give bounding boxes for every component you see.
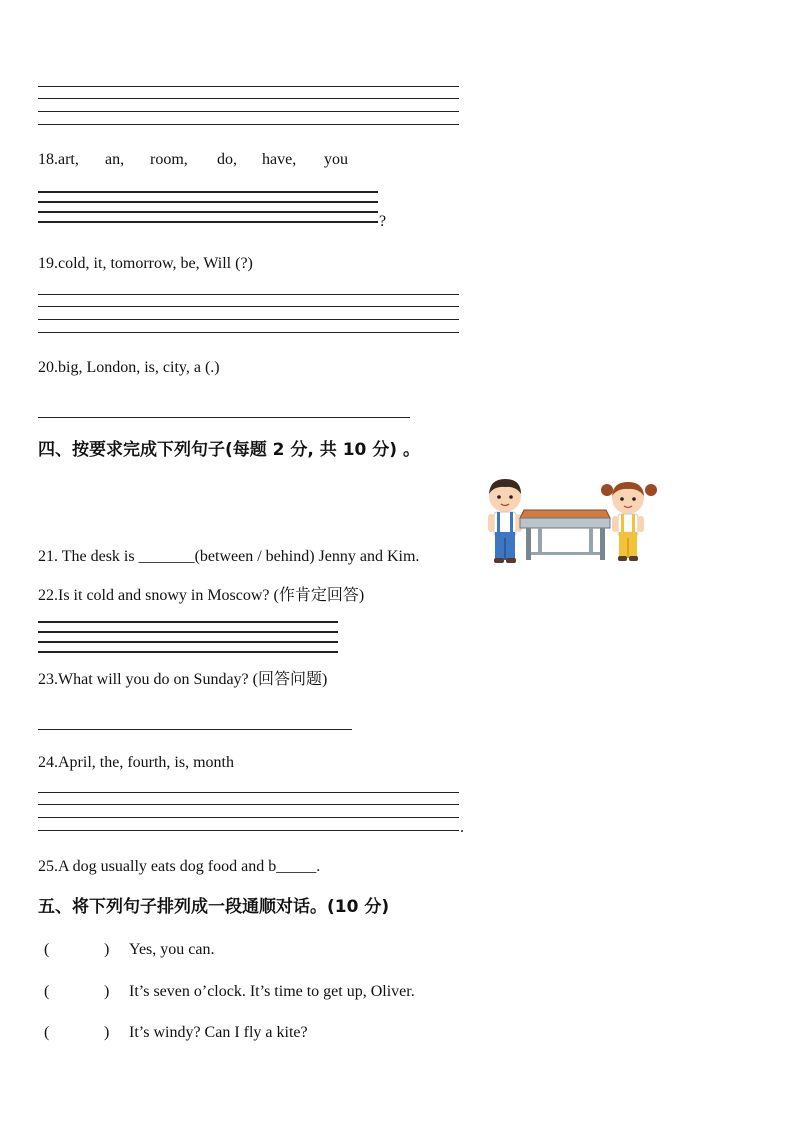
word: have, (262, 151, 297, 168)
answer-line[interactable] (38, 817, 459, 818)
answer-close-paren[interactable]: ) (104, 1024, 110, 1041)
answer-line[interactable] (38, 294, 459, 295)
answer-line[interactable] (38, 221, 378, 223)
word: you (324, 151, 348, 168)
answer-line[interactable] (38, 651, 338, 653)
dialog-sentence: Yes, you can. (129, 941, 215, 958)
question-22: 22.Is it cold and snowy in Moscow? (作肯定回答) (38, 587, 365, 604)
answer-line[interactable] (38, 332, 459, 333)
question-number: 18. (38, 151, 58, 168)
word: an, (105, 151, 125, 168)
section-4-title: 四、按要求完成下列句子(每题 2 分, 共 10 分) 。 (38, 440, 420, 460)
end-mark: . (460, 819, 464, 836)
question-20: 20.big, London, is, city, a (.) (38, 359, 220, 376)
answer-open-paren[interactable]: ( (44, 941, 50, 958)
dialog-sentence: It’s seven o’clock. It’s time to get up, Oliver. (129, 983, 415, 1000)
answer-line[interactable] (38, 729, 352, 730)
answer-line[interactable] (38, 86, 459, 87)
answer-line[interactable] (38, 804, 459, 805)
answer-line[interactable] (38, 641, 338, 643)
answer-line[interactable] (38, 191, 378, 193)
answer-open-paren[interactable]: ( (44, 1024, 50, 1041)
illustration (480, 476, 660, 568)
question-18 (38, 150, 348, 170)
answer-close-paren[interactable]: ) (104, 941, 110, 958)
answer-line[interactable] (38, 124, 459, 125)
section-5-title: 五、将下列句子排列成一段通顺对话。(10 分) (38, 897, 390, 917)
answer-close-paren[interactable]: ) (104, 983, 110, 1000)
question-19: 19.cold, it, tomorrow, be, Will (?) (38, 255, 253, 272)
answer-line[interactable] (38, 201, 378, 203)
answer-line[interactable] (38, 792, 459, 793)
question-25: 25.A dog usually eats dog food and b_____. (38, 858, 321, 875)
answer-line[interactable] (38, 306, 459, 307)
answer-line[interactable] (38, 111, 459, 112)
answer-line[interactable] (38, 417, 410, 418)
answer-line[interactable] (38, 830, 459, 831)
desk-icon (520, 510, 610, 560)
answer-line[interactable] (38, 211, 378, 213)
answer-open-paren[interactable]: ( (44, 983, 50, 1000)
answer-line[interactable] (38, 98, 459, 99)
word: art, (58, 151, 79, 168)
boy-icon (488, 479, 522, 563)
dialog-sentence: It’s windy? Can I fly a kite? (129, 1024, 308, 1041)
word: room, (150, 151, 188, 168)
answer-line[interactable] (38, 621, 338, 623)
word: do, (217, 151, 237, 168)
question-24: 24.April, the, fourth, is, month (38, 754, 234, 771)
question-21: 21. The desk is _______(between / behind) Jenny and Kim. (38, 548, 420, 565)
end-mark: ? (379, 213, 387, 230)
question-23: 23.What will you do on Sunday? (回答问题) (38, 671, 328, 688)
answer-line[interactable] (38, 631, 338, 633)
answer-line[interactable] (38, 319, 459, 320)
